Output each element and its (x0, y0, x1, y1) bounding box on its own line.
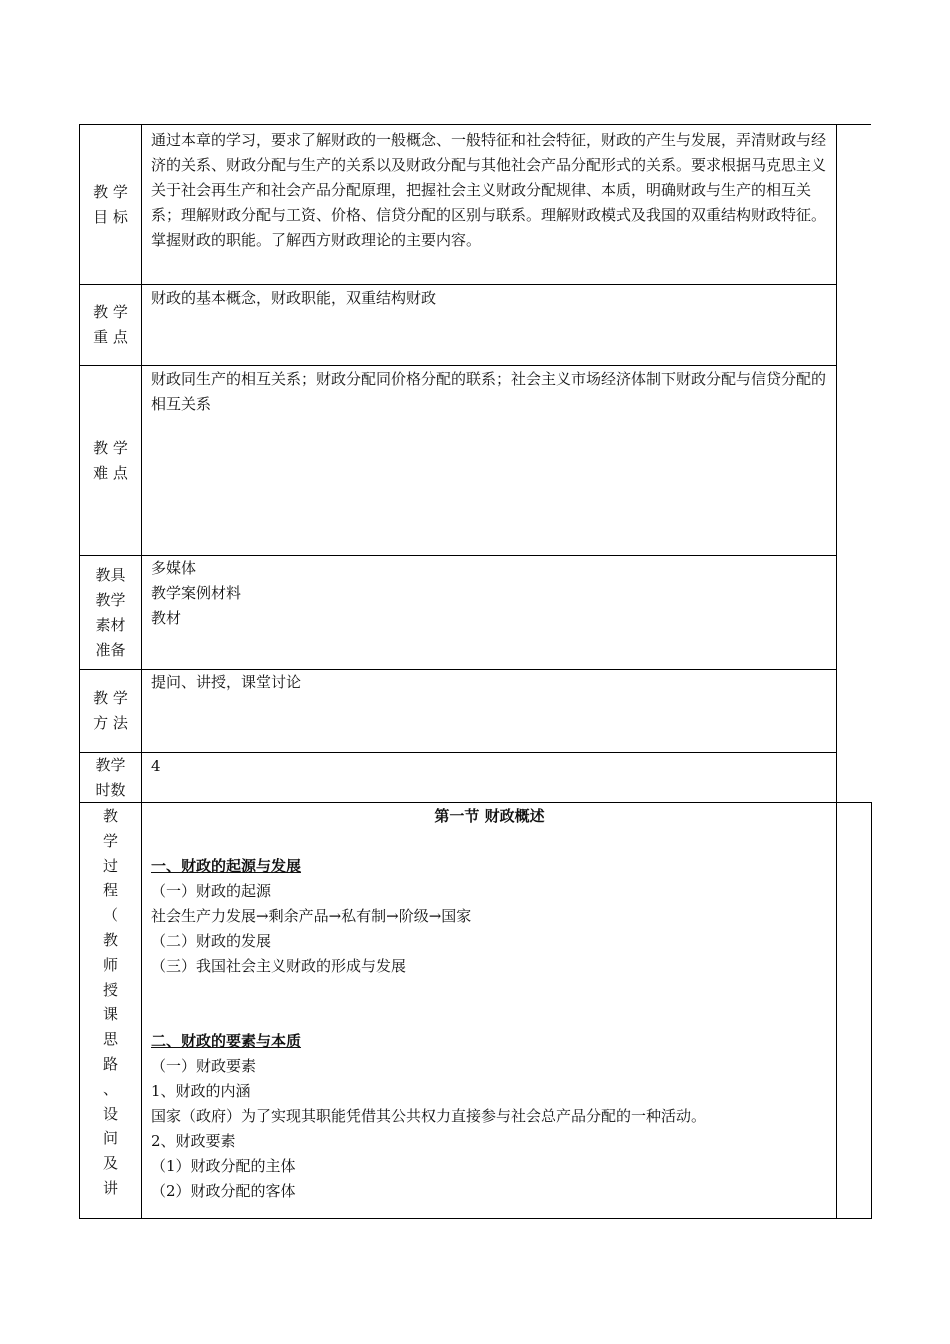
key-points-text (142, 285, 836, 365)
materials-label-line-2: 教学 (95, 590, 126, 609)
section-title: 第一节 财政概述 (434, 807, 545, 825)
hours-value (142, 753, 836, 802)
methods-paragraph: 提问、讲授，课堂讨论 (151, 673, 302, 691)
process-label-char: 过 (102, 856, 118, 875)
process-label-char: 程 (102, 881, 118, 900)
objectives-label-line-2: 目 标 (93, 207, 128, 226)
part-2-line: （2）财政分配的客体 (151, 1182, 296, 1200)
methods-label (80, 670, 141, 752)
difficulties-label-line-2: 难 点 (93, 463, 128, 482)
part-2-line: 国家（政府）为了实现其职能凭借其公共权力直接参与社会总产品分配的一种活动。 (151, 1107, 707, 1125)
process-label-char: 、 (102, 1079, 118, 1098)
part-2-line: 1、财政的内涵 (151, 1082, 251, 1100)
hours-label-line-2: 时数 (95, 780, 126, 799)
part-1-line: （二）财政的发展 (151, 932, 272, 950)
key-points-label-line-2: 重 点 (93, 328, 128, 346)
hours-label-line-1: 教学 (95, 755, 126, 774)
materials-list (142, 556, 836, 669)
process-label-char: 思 (102, 1030, 118, 1049)
content-column-right-border (836, 124, 837, 1219)
hours-number: 4 (151, 757, 161, 775)
methods-text (142, 670, 836, 752)
objectives-paragraph: 通过本章的学习，要求了解财政的一般概念、一般特征和社会特征，财政的产生与发展，弄清财政与经济的关系、财政分配与生产的关系以及财政分配与其他社会产品分配形式的关系。要求根据马克思主义关于社会再生产和社会产品分配原理，把握社会主义财政分配规律、本质，明确财政与生产的相互关系；理解财政分配与工资、价格、信贷分配的区别与联系。理解财政模式及我国的双重结构财政特征。掌握财政的职能。了解西方财政理论的主要内容。 (151, 131, 827, 249)
process-label-char: 路 (102, 1054, 118, 1073)
process-label-char: 及 (102, 1154, 118, 1173)
process-label-char: 师 (102, 955, 118, 974)
process-label-char: 授 (102, 980, 118, 999)
table-border-bottom (79, 1218, 872, 1219)
difficulties-text (142, 366, 836, 555)
methods-label-line-1: 教 学 (93, 689, 128, 707)
part-2-line: （1）财政分配的主体 (151, 1157, 296, 1175)
objectives-label (80, 125, 141, 284)
objectives-label-line-1: 教 学 (93, 182, 128, 201)
hours-label (80, 753, 141, 802)
key-points-paragraph: 财政的基本概念，财政职能，双重结构财政 (151, 289, 437, 307)
part-1-line: （三）我国社会主义财政的形成与发展 (151, 957, 407, 975)
materials-label-line-3: 素材 (95, 615, 126, 634)
process-label-char: 学 (102, 831, 118, 850)
key-points-label-line-1: 教 学 (93, 303, 128, 321)
part-1-line: 社会生产力发展→剩余产品→私有制→阶级→国家 (151, 907, 472, 925)
materials-label (80, 556, 141, 669)
part-2-heading: 二、财政的要素与本质 (151, 1032, 302, 1050)
process-content (142, 803, 836, 1218)
materials-label-line-4: 准备 (95, 640, 126, 659)
difficulties-paragraph: 财政同生产的相互关系；财政分配同价格分配的联系；社会主义市场经济体制下财政分配与信贷分配的相互关系 (151, 370, 827, 413)
process-label-char: 教 (102, 807, 118, 825)
process-label-char: 课 (102, 1005, 118, 1024)
difficulties-label (80, 366, 141, 555)
spacer-line (151, 1004, 828, 1029)
spacer-line (151, 979, 828, 1004)
difficulties-label-line-1: 教 学 (93, 438, 128, 457)
materials-label-line-1: 教具 (95, 565, 126, 584)
process-label (80, 803, 141, 1218)
objectives-text (142, 125, 836, 284)
outer-right-border-lower (871, 802, 872, 1219)
spacer-line (151, 829, 828, 854)
part-2-line: （一）财政要素 (151, 1057, 257, 1075)
materials-item: 多媒体 (151, 559, 197, 577)
process-label-char: 问 (102, 1129, 118, 1148)
part-1-line: （一）财政的起源 (151, 882, 272, 900)
materials-item: 教学案例材料 (151, 584, 242, 602)
process-label-char: 设 (102, 1104, 118, 1123)
key-points-label (80, 285, 141, 365)
process-label-char: （ (102, 906, 118, 925)
process-label-char: 教 (102, 930, 118, 949)
part-2-line: 2、财政要素 (151, 1132, 236, 1150)
part-1-heading: 一、财政的起源与发展 (151, 857, 302, 875)
materials-item: 教材 (151, 609, 182, 627)
methods-label-line-2: 方 法 (93, 714, 128, 732)
process-label-char: 讲 (102, 1178, 118, 1197)
